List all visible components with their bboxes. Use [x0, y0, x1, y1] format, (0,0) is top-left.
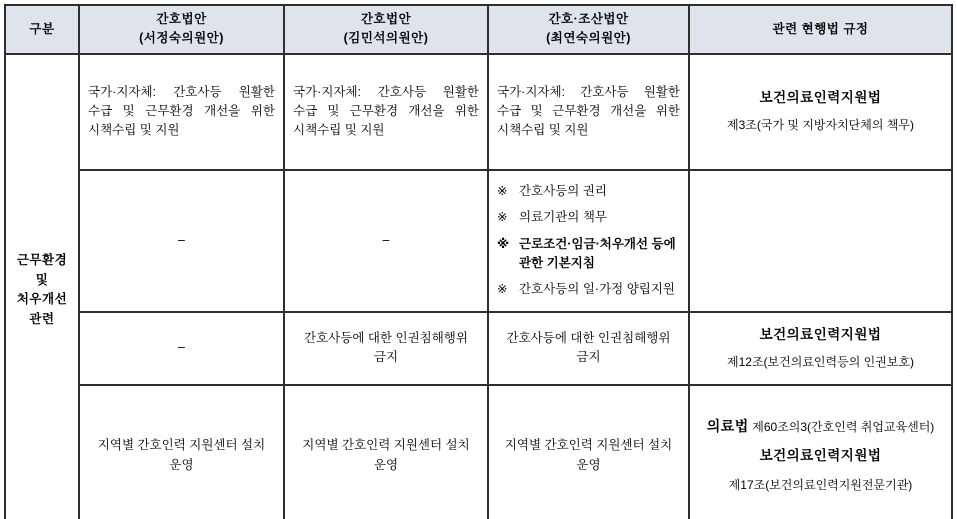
cell-r3-law — [689, 312, 952, 385]
reference-mark: ※ — [497, 183, 508, 198]
law-line — [698, 416, 943, 438]
law-line — [698, 476, 943, 495]
cell-r1-seo: 국가·지자체: 간호사등 원활한 수급 및 근무환경 개선을 위한 시책수립 및 지원 — [79, 54, 284, 170]
header-gubun-label: 구분 — [29, 21, 55, 36]
header-bill-seo-sub: (서정숙의원안) — [139, 31, 224, 46]
header-bill-kim — [284, 5, 488, 54]
cell-r1-choi: 국가·지자체: 간호사등 원활한 수급 및 근무환경 개선을 위한 시책수립 및 지원 — [488, 54, 689, 170]
list-item — [497, 208, 680, 227]
header-bill-choi — [488, 5, 689, 54]
table-row-human-rights — [5, 312, 952, 385]
cell-r4-law — [689, 385, 952, 519]
table-row-rights-duties — [5, 170, 952, 312]
header-bill-kim-title: 간호법안 — [360, 12, 412, 26]
category-line: 처우개선 — [16, 292, 68, 307]
list-item-text: 간호사등의 일·가정 양립지원 — [519, 282, 676, 297]
cell-r3-seo — [79, 312, 284, 385]
header-bill-seo-title: 간호법안 — [156, 12, 207, 26]
law-name: 보건의료인력지원법 — [759, 90, 882, 106]
cell-r2-kim — [284, 170, 488, 312]
cell-r1-law — [689, 54, 952, 170]
header-current-law-label: 관련 현행법 규정 — [772, 21, 869, 36]
cell-r4-choi: 지역별 간호인력 지원센터 설치 운영 — [488, 385, 689, 519]
law-line — [698, 446, 943, 467]
law-article: 제12조(보건의료인력등의 인권보호) — [727, 354, 914, 369]
header-gubun — [5, 5, 79, 54]
reference-mark: ※ — [497, 210, 508, 225]
cell-r2-law — [689, 170, 952, 312]
list-item-text: 간호사등의 권리 — [519, 183, 607, 198]
list-item — [497, 182, 680, 201]
cell-r4-kim: 지역별 간호인력 지원센터 설치 운영 — [284, 385, 488, 519]
header-bill-choi-title: 간호·조산법안 — [548, 12, 629, 26]
dash-placeholder: – — [382, 233, 390, 247]
category-cell — [5, 54, 79, 519]
reference-mark: ※ — [497, 236, 510, 251]
dash-placeholder: – — [178, 340, 185, 355]
table-row-support-center — [5, 385, 952, 519]
reference-mark: ※ — [497, 282, 508, 297]
header-row — [5, 5, 952, 54]
cell-r2-seo — [79, 170, 284, 312]
list-item-text: 의료기관의 책무 — [519, 210, 607, 225]
category-line: 근무환경 — [16, 253, 68, 268]
list-item — [497, 235, 680, 274]
header-bill-seo — [79, 5, 284, 54]
list-item — [497, 280, 680, 299]
cell-r3-kim: 간호사등에 대한 인권침해행위 금지 — [284, 312, 488, 385]
law-article: 제3조(국가 및 지방자치단체의 책무) — [727, 118, 914, 133]
cell-r2-choi — [488, 170, 689, 312]
law-name: 의료법 — [706, 417, 749, 434]
cell-r3-choi: 간호사등에 대한 인권침해행위 금지 — [488, 312, 689, 385]
law-article: 제60조의3(간호인력 취업교육센터) — [752, 419, 935, 434]
header-bill-choi-sub: (최연숙의원안) — [546, 31, 631, 46]
cell-r1-kim: 국가·지자체: 간호사등 원활한 수급 및 근무환경 개선을 위한 시책수립 및 지원 — [284, 54, 488, 170]
list-item-text: 근로조건·임금·처우개선 등에 관한 기본지침 — [519, 236, 676, 270]
law-name: 보건의료인력지원법 — [759, 448, 882, 464]
table-row-policy-support — [5, 54, 952, 170]
law-name: 보건의료인력지원법 — [759, 326, 882, 342]
category-line: 및 — [35, 272, 49, 287]
cell-r4-seo: 지역별 간호인력 지원센터 설치 운영 — [79, 385, 284, 519]
nursing-law-comparison-table — [4, 4, 953, 519]
header-current-law — [689, 5, 952, 54]
dash-placeholder: – — [178, 233, 185, 247]
law-article: 제17조(보건의료인력지원전문기관) — [728, 478, 913, 493]
header-bill-kim-sub: (김민석의원안) — [343, 31, 429, 46]
category-line: 관련 — [29, 311, 55, 326]
